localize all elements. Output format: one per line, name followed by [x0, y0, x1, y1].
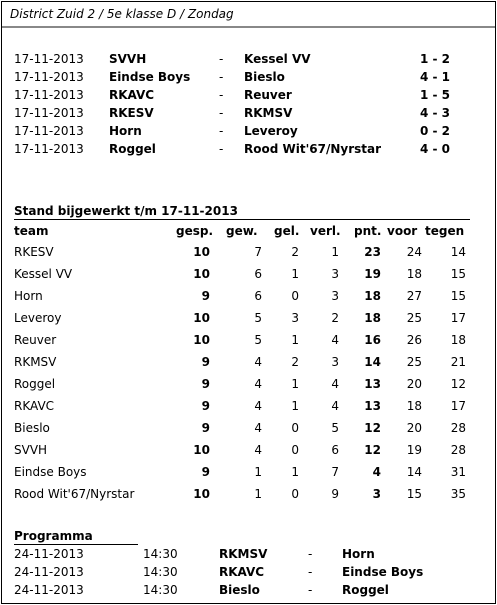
- standings-cell-gel: 1: [291, 377, 299, 391]
- standings-cell-team: Eindse Boys: [14, 465, 87, 479]
- result-date: 17-11-2013: [14, 70, 84, 84]
- standings-cell-pnt: 13: [364, 377, 381, 391]
- standings-cell-pnt: 23: [364, 245, 381, 259]
- standings-cell-voor: 27: [406, 289, 422, 303]
- fixture-away-team: Horn: [342, 547, 375, 561]
- standings-cell-gel: 0: [291, 421, 299, 435]
- result-separator: -: [219, 52, 224, 66]
- fixture-row: [14, 545, 484, 563]
- standings-cell-voor: 25: [406, 311, 422, 325]
- col-header-tegen: tegen: [425, 224, 465, 238]
- fixture-time: 14:30: [143, 547, 178, 561]
- result-separator: -: [219, 70, 224, 84]
- fixture-separator: -: [308, 583, 313, 597]
- standings-row: [14, 351, 470, 373]
- page-frame: [1, 1, 496, 604]
- fixture-time: 14:30: [143, 583, 178, 597]
- standings-cell-pnt: 13: [364, 399, 381, 413]
- col-header-pnt: pnt.: [354, 224, 382, 238]
- standings-cell-pnt: 12: [364, 421, 381, 435]
- standings-row: [14, 263, 470, 285]
- fixture-date: 24-11-2013: [14, 583, 84, 597]
- fixture-home-team: RKMSV: [219, 547, 268, 561]
- standings-cell-team: Leveroy: [14, 311, 62, 325]
- standings-cell-voor: 19: [406, 443, 422, 457]
- result-separator: -: [219, 88, 224, 102]
- standings-cell-pnt: 14: [364, 355, 381, 369]
- standings-cell-tegen: 15: [450, 267, 466, 281]
- result-score: 1 - 5: [420, 88, 451, 102]
- fixture-date: 24-11-2013: [14, 565, 84, 579]
- standings-cell-pnt: 4: [372, 465, 381, 479]
- standings-cell-pnt: 3: [372, 487, 381, 501]
- standings-cell-tegen: 35: [450, 487, 466, 501]
- standings-cell-gew: 1: [254, 487, 262, 501]
- standings-cell-verl: 9: [331, 487, 339, 501]
- standings-cell-team: RKMSV: [14, 355, 57, 369]
- standings-header-row: [14, 221, 470, 241]
- standings-row: [14, 417, 470, 439]
- standings-cell-team: Bieslo: [14, 421, 50, 435]
- result-home-team: RKAVC: [109, 88, 155, 102]
- col-header-gesp: gesp.: [176, 224, 214, 238]
- standings-cell-gew: 4: [254, 443, 262, 457]
- standings-cell-gel: 0: [291, 487, 299, 501]
- col-header-verl: verl.: [310, 224, 341, 238]
- standings-cell-gel: 2: [291, 245, 299, 259]
- standings-cell-verl: 3: [331, 355, 339, 369]
- standings-cell-team: Roggel: [14, 377, 56, 391]
- fixture-home-team: RKAVC: [219, 565, 265, 579]
- standings-cell-pnt: 19: [364, 267, 381, 281]
- standings-cell-gew: 4: [254, 355, 262, 369]
- result-away-team: Kessel VV: [244, 52, 311, 66]
- standings-cell-gesp: 9: [201, 377, 210, 391]
- standings-cell-voor: 18: [406, 267, 422, 281]
- result-home-team: RKESV: [109, 106, 154, 120]
- standings-cell-gesp: 10: [193, 245, 210, 259]
- programma-title: Programma: [14, 528, 138, 545]
- standings-cell-tegen: 14: [450, 245, 466, 259]
- standings-cell-pnt: 16: [364, 333, 381, 347]
- standings-cell-verl: 3: [331, 289, 339, 303]
- standings-cell-gesp: 9: [201, 421, 210, 435]
- result-separator: -: [219, 106, 224, 120]
- standings-row: [14, 483, 470, 505]
- standings-cell-voor: 20: [406, 421, 422, 435]
- result-home-team: Eindse Boys: [109, 70, 191, 84]
- standings-cell-tegen: 18: [450, 333, 466, 347]
- standings-cell-gesp: 10: [193, 487, 210, 501]
- result-date: 17-11-2013: [14, 124, 84, 138]
- standings-cell-tegen: 12: [450, 377, 466, 391]
- standings-cell-verl: 4: [331, 333, 339, 347]
- result-separator: -: [219, 142, 224, 156]
- fixture-away-team: Roggel: [342, 583, 389, 597]
- standings-cell-gesp: 10: [193, 311, 210, 325]
- col-header-team: team: [14, 224, 49, 238]
- col-header-voor: voor: [387, 224, 418, 238]
- results-list: [14, 50, 484, 158]
- standings-row: [14, 285, 470, 307]
- standings-cell-gew: 5: [254, 333, 262, 347]
- result-score: 4 - 3: [420, 106, 451, 120]
- standings-cell-verl: 2: [331, 311, 339, 325]
- fixture-separator: -: [308, 547, 313, 561]
- standings-cell-tegen: 28: [450, 421, 466, 435]
- standings-cell-gel: 1: [291, 333, 299, 347]
- standings-cell-gesp: 10: [193, 443, 210, 457]
- fixture-date: 24-11-2013: [14, 547, 84, 561]
- result-score: 4 - 0: [420, 142, 451, 156]
- standings-cell-voor: 14: [406, 465, 422, 479]
- standings-cell-verl: 3: [331, 267, 339, 281]
- result-score: 0 - 2: [420, 124, 451, 138]
- result-score: 4 - 1: [420, 70, 451, 84]
- fixture-row: [14, 563, 484, 581]
- result-row: [14, 50, 484, 68]
- standings-row: [14, 395, 470, 417]
- standings-cell-gesp: 9: [201, 465, 210, 479]
- result-away-team: Reuver: [244, 88, 292, 102]
- col-header-gel: gel.: [274, 224, 300, 238]
- result-home-team: SVVH: [109, 52, 147, 66]
- standings-cell-verl: 6: [331, 443, 339, 457]
- standings-cell-verl: 7: [331, 465, 339, 479]
- standings-cell-gesp: 9: [201, 289, 210, 303]
- standings-cell-tegen: 17: [450, 399, 466, 413]
- page-title: District Zuid 2 / 5e klasse D / Zondag: [2, 2, 495, 28]
- standings-cell-gew: 4: [254, 399, 262, 413]
- standings-cell-team: Kessel VV: [14, 267, 73, 281]
- result-home-team: Roggel: [109, 142, 156, 156]
- standings-cell-gel: 3: [291, 311, 299, 325]
- standings-cell-team: Reuver: [14, 333, 57, 347]
- standings-cell-voor: 25: [406, 355, 422, 369]
- standings-cell-gew: 6: [254, 267, 262, 281]
- standings-cell-voor: 15: [406, 487, 422, 501]
- standings-cell-team: Horn: [14, 289, 43, 303]
- standings-cell-gew: 4: [254, 377, 262, 391]
- result-row: [14, 68, 484, 86]
- standings-cell-gel: 0: [291, 443, 299, 457]
- result-away-team: RKMSV: [244, 106, 293, 120]
- standings-cell-voor: 26: [406, 333, 422, 347]
- result-date: 17-11-2013: [14, 142, 84, 156]
- standings-table: [14, 221, 470, 505]
- standings-row: [14, 439, 470, 461]
- standings-cell-gesp: 9: [201, 355, 210, 369]
- result-away-team: Leveroy: [244, 124, 298, 138]
- result-away-team: Bieslo: [244, 70, 285, 84]
- fixture-row: [14, 581, 484, 599]
- programma-list: [14, 545, 484, 599]
- result-score: 1 - 2: [420, 52, 451, 66]
- fixture-away-team: Eindse Boys: [342, 565, 424, 579]
- standings-row: [14, 307, 470, 329]
- standings-cell-gel: 1: [291, 399, 299, 413]
- standings-title: Stand bijgewerkt t/m 17-11-2013: [14, 203, 470, 220]
- standings-cell-gel: 1: [291, 465, 299, 479]
- fixture-home-team: Bieslo: [219, 583, 260, 597]
- standings-cell-team: RKAVC: [14, 399, 55, 413]
- standings-cell-voor: 18: [406, 399, 422, 413]
- result-row: [14, 122, 484, 140]
- fixture-separator: -: [308, 565, 313, 579]
- standings-cell-verl: 4: [331, 399, 339, 413]
- standings-cell-gew: 5: [254, 311, 262, 325]
- col-header-gew: gew.: [226, 224, 258, 238]
- standings-cell-pnt: 18: [364, 311, 381, 325]
- standings-cell-voor: 24: [406, 245, 422, 259]
- standings-cell-tegen: 28: [450, 443, 466, 457]
- standings-cell-pnt: 18: [364, 289, 381, 303]
- standings-row: [14, 461, 470, 483]
- standings-cell-team: Rood Wit'67/Nyrstar: [14, 487, 135, 501]
- result-away-team: Rood Wit'67/Nyrstar: [244, 142, 382, 156]
- result-row: [14, 86, 484, 104]
- standings-cell-tegen: 15: [450, 289, 466, 303]
- result-row: [14, 140, 484, 158]
- standings-cell-voor: 20: [406, 377, 422, 391]
- standings-cell-gew: 6: [254, 289, 262, 303]
- standings-cell-gesp: 10: [193, 267, 210, 281]
- fixture-time: 14:30: [143, 565, 178, 579]
- standings-cell-gel: 2: [291, 355, 299, 369]
- standings-cell-pnt: 12: [364, 443, 381, 457]
- result-separator: -: [219, 124, 224, 138]
- standings-cell-team: SVVH: [14, 443, 48, 457]
- standings-cell-gew: 1: [254, 465, 262, 479]
- standings-cell-tegen: 17: [450, 311, 466, 325]
- standings-row: [14, 241, 470, 263]
- standings-cell-gew: 4: [254, 421, 262, 435]
- standings-cell-gesp: 9: [201, 399, 210, 413]
- standings-cell-verl: 1: [331, 245, 339, 259]
- standings-cell-gel: 0: [291, 289, 299, 303]
- standings-cell-verl: 5: [331, 421, 339, 435]
- standings-row: [14, 373, 470, 395]
- result-date: 17-11-2013: [14, 88, 84, 102]
- result-date: 17-11-2013: [14, 106, 84, 120]
- standings-cell-gesp: 10: [193, 333, 210, 347]
- standings-cell-gew: 7: [254, 245, 262, 259]
- standings-cell-tegen: 31: [450, 465, 466, 479]
- standings-cell-tegen: 21: [450, 355, 466, 369]
- standings-cell-gel: 1: [291, 267, 299, 281]
- standings-cell-verl: 4: [331, 377, 339, 391]
- standings-cell-team: RKESV: [14, 245, 54, 259]
- standings-row: [14, 329, 470, 351]
- result-home-team: Horn: [109, 124, 142, 138]
- result-row: [14, 104, 484, 122]
- result-date: 17-11-2013: [14, 52, 84, 66]
